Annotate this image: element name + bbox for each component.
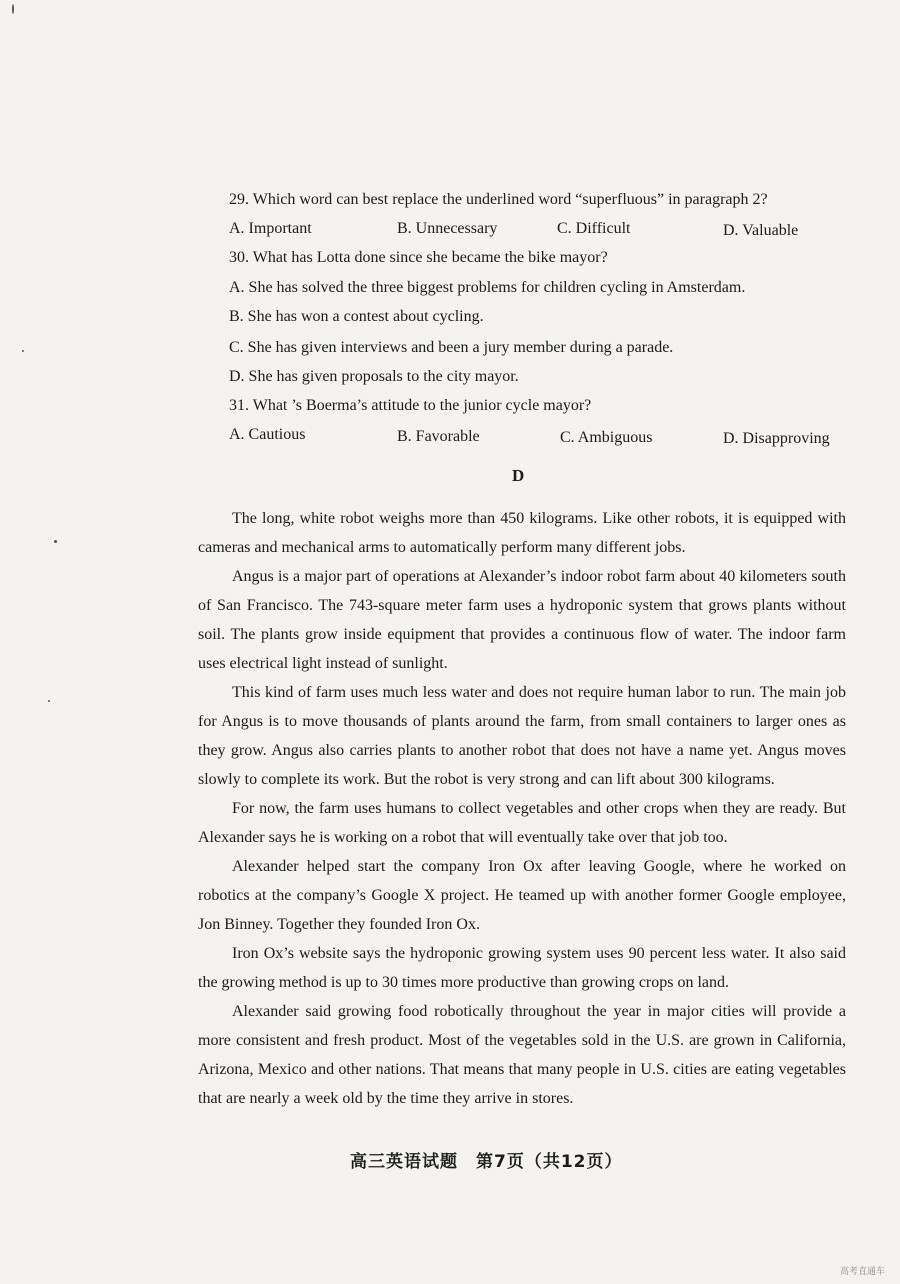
page-footer: 高三英语试题 第7页（共12页） [350, 1152, 623, 1172]
question-30-option-c: C. She has given interviews and been a jury member during a parade. [229, 339, 674, 356]
passage-paragraph-4: For now, the farm uses humans to collect vegetables and other crops when they are ready. But Alexander says he is working on a robot that will eventually take over that job too. [198, 800, 846, 846]
question-30-option-d: D. She has given proposals to the city mayor. [229, 368, 519, 385]
question-31-option-a: A. Cautious [229, 426, 306, 443]
question-29-option-c: C. Difficult [557, 220, 631, 237]
passage-paragraph-2: Angus is a major part of operations at Alexander’s indoor robot farm about 40 kilometers south of San Francisco. The 743-square meter farm uses a hydroponic system that grows plants without soil. The plants grow inside equipment that provides a continuous flow of water. The indoor farm uses electrical light instead of sunlight. [198, 568, 846, 672]
passage-paragraph-6: Iron Ox’s website says the hydroponic growing system uses 90 percent less water. It also said the growing method is up to 30 times more productive than growing crops on land. [198, 945, 846, 991]
scan-speck [12, 4, 14, 14]
question-29-option-b: B. Unnecessary [397, 220, 498, 237]
question-29-option-d: D. Valuable [723, 222, 799, 239]
question-29-stem: 29. Which word can best replace the underlined word “superfluous” in paragraph 2? [229, 191, 768, 208]
passage-paragraph-1: The long, white robot weighs more than 450 kilograms. Like other robots, it is equipped with cameras and mechanical arms to automatically perform many different jobs. [198, 510, 846, 556]
question-30-stem: 30. What has Lotta done since she became the bike mayor? [229, 249, 608, 266]
scan-speck [54, 540, 57, 543]
scan-speck [22, 350, 24, 352]
question-29-option-a: A. Important [229, 220, 312, 237]
passage-paragraph-5: Alexander helped start the company Iron Ox after leaving Google, where he worked on robotics at the company’s Google X project. He teamed up with another former Google employee, Jon Binney. Together they founded Iron Ox. [198, 858, 846, 933]
passage-paragraph-7: Alexander said growing food robotically throughout the year in major cities will provide a more consistent and fresh product. Most of the vegetables sold in the U.S. are grown in California, Arizona, Mexico and other nations. That means that many people in U.S. cities are eating vegetables that are nearly a week old by the time they arrive in stores. [198, 1003, 846, 1107]
question-31-stem: 31. What ’s Boerma’s attitude to the junior cycle mayor? [229, 397, 592, 414]
passage-paragraph-3: This kind of farm uses much less water and does not require human labor to run. The main job for Angus is to move thousands of plants around the farm, from small containers to larger ones as they grow. Angus also carries plants to another robot that does not have a name yet. Angus moves slowly to complete its work. But the robot is very strong and can lift about 300 kilograms. [198, 684, 846, 788]
question-30-option-b: B. She has won a contest about cycling. [229, 308, 484, 325]
scan-speck [48, 700, 50, 702]
corner-watermark: 高考直通车 [840, 1267, 886, 1277]
question-31-option-b: B. Favorable [397, 428, 480, 445]
question-31-option-d: D. Disapproving [723, 430, 830, 447]
section-heading: D [512, 466, 525, 485]
question-30-option-a: A. She has solved the three biggest problems for children cycling in Amsterdam. [229, 279, 746, 296]
question-31-option-c: C. Ambiguous [560, 429, 653, 446]
